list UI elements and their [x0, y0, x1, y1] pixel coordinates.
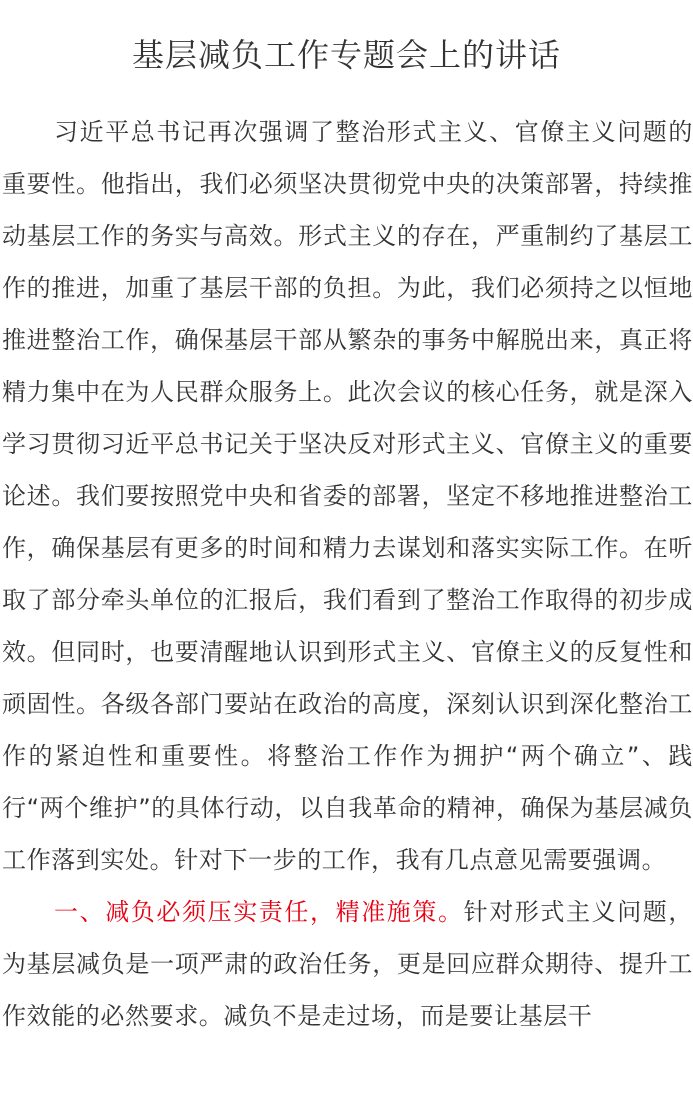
point-one-heading: 一、减负必须压实责任，精准施策。 [54, 898, 464, 926]
paragraph-intro-text: 习近平总书记再次强调了整治形式主义、官僚主义问题的重要性。他指出，我们必须坚决贯彻党中央的决策部署，持续推动基层工作的务实与高效。形式主义的存在，严重制约了基层工作的推进，加重了基层干部的负担。为此，我们必须持之以恒地推进整治工作，确保基层干部从繁杂的事务中解脱出来，真正将精力集中在为人民群众服务上。此次会议的核心任务，就是深入学习贯彻习近平总书记关于坚决反对形式主义、官僚主义的重要论述。我们要按照党中央和省委的部署，坚定不移地推进整治工作，确保基层有更多的时间和精力去谋划和落实实际工作。在听取了部分牵头单位的汇报后，我们看到了整治工作取得的初步成效。但同时，也要清醒地认识到形式主义、官僚主义的反复性和顽固性。各级各部门要站在政治的高度，深刻认识到深化整治工作的紧迫性和重要性。将整治工作作为拥护“两个确立”、践行“两个维护”的具体行动，以自我革命的精神，确保为基层减负工作落到实处。针对下一步的工作，我有几点意见需要强调。 [2, 118, 693, 874]
paragraph-point-one [2, 886, 693, 1042]
document-body [2, 106, 693, 1042]
document-title: 基层减负工作专题会上的讲话 [131, 36, 561, 74]
point-one-text: 针对形式主义问题，为基层减负是一项严肃的政治任务，更是回应群众期待、提升工作效能的必然要求。减负不是走过场，而是要让基层干 [2, 898, 693, 1030]
paragraph-intro [2, 106, 693, 886]
